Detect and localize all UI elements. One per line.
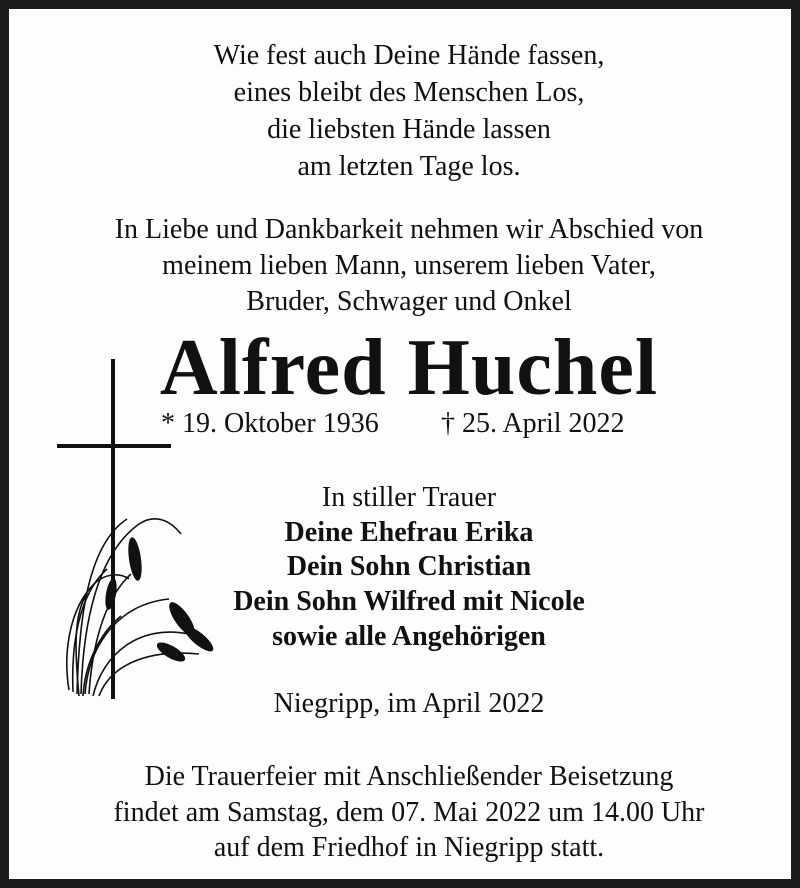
funeral-line: auf dem Friedhof in Niegripp statt. xyxy=(213,832,605,863)
poem-line: am letzten Tage los. xyxy=(297,151,521,182)
death-date: † 25. April 2022 xyxy=(441,408,625,439)
mourner-name: Dein Sohn Wilfred mit Nicole xyxy=(233,586,585,617)
intro-line: Bruder, Schwager und Onkel xyxy=(246,286,572,317)
poem-line: die liebsten Hände lassen xyxy=(267,114,551,145)
funeral-line: Die Trauerfeier mit Anschließender Beisetzung xyxy=(144,761,674,792)
deceased-name: Alfred Huchel xyxy=(159,324,659,412)
mourner-name: sowie alle Angehörigen xyxy=(272,621,546,652)
mourner-name: Deine Ehefrau Erika xyxy=(284,517,534,548)
intro-line: In Liebe und Dankbarkeit nehmen wir Abschied von xyxy=(114,214,704,245)
birth-date: * 19. Oktober 1936 xyxy=(161,408,379,439)
poem-line: Wie fest auch Deine Hände fassen, xyxy=(213,40,605,71)
intro-line: meinem lieben Mann, unserem lieben Vater, xyxy=(162,250,656,281)
place-date: Niegripp, im April 2022 xyxy=(273,688,545,719)
mourners-heading: In stiller Trauer xyxy=(321,482,497,513)
mourner-name: Dein Sohn Christian xyxy=(286,551,532,582)
funeral-line: findet am Samstag, dem 07. Mai 2022 um 14.00 Uhr xyxy=(113,797,705,828)
poem-line: eines bleibt des Menschen Los, xyxy=(233,77,585,108)
cross-with-grass-icon xyxy=(49,354,224,704)
